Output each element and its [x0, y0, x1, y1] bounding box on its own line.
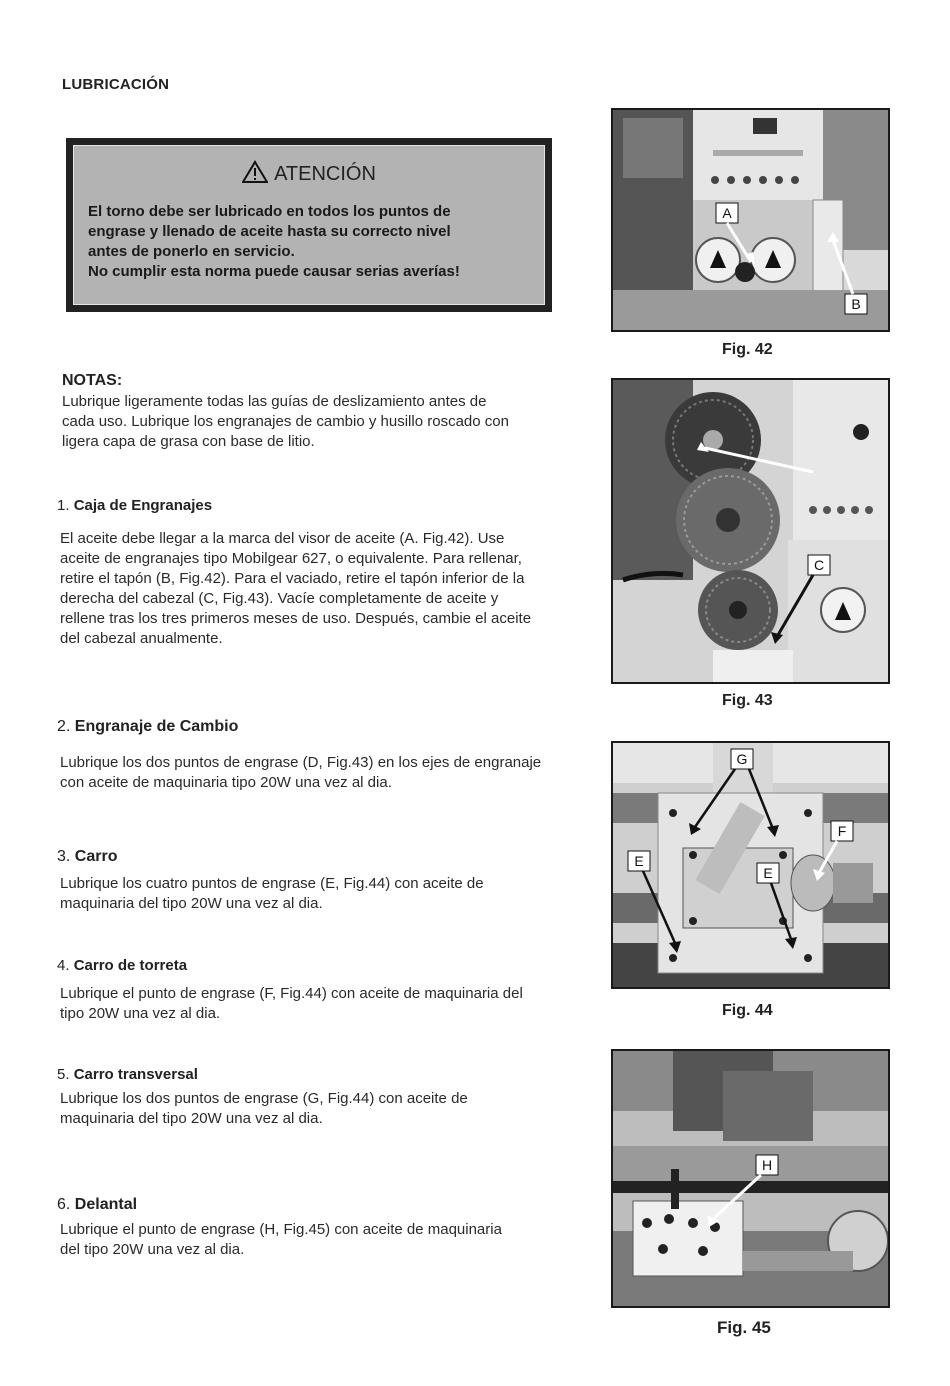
- section-title: Engranaje de Cambio: [74, 718, 239, 735]
- notes-line: Lubrique ligeramente todas las guías de deslizamiento antes de: [62, 393, 487, 410]
- section-line: Lubrique el punto de engrase (H, Fig.45) con aceite de maquinaria: [60, 1221, 502, 1238]
- warning-triangle-icon: [242, 160, 268, 184]
- figure-label: B: [851, 296, 861, 312]
- section-line: derecha del cabezal (C, Fig.43). Vacíe completamente de aceite y: [60, 590, 499, 607]
- section-line: maquinaria del tipo 20W una vez al dia.: [60, 1110, 323, 1127]
- figure-44-caption: Fig. 44: [722, 1002, 773, 1019]
- figure-label: E: [634, 853, 644, 869]
- section-line: El aceite debe llegar a la marca del visor de aceite (A. Fig.42). Use: [60, 530, 505, 547]
- figure-label: G: [736, 751, 748, 767]
- section-number: 2.: [57, 718, 71, 735]
- section-title: Carro: [74, 848, 118, 865]
- section-line: tipo 20W una vez al dia.: [60, 1005, 221, 1022]
- warning-box: [66, 138, 552, 312]
- section-text-5: [60, 1089, 468, 1129]
- figure-label: A: [722, 205, 732, 221]
- section-title: Delantal: [74, 1196, 138, 1213]
- section-heading-5: [57, 1066, 198, 1083]
- warning-line: No cumplir esta norma puede causar serias averías!: [88, 263, 460, 280]
- notes-text: [62, 392, 509, 452]
- section-text-4: [60, 984, 523, 1024]
- section-text-3: [60, 874, 484, 914]
- section-title: Carro transversal: [73, 1066, 198, 1083]
- notes-heading: NOTAS:: [62, 372, 123, 389]
- section-number: 1.: [57, 497, 70, 514]
- figure-label: E: [763, 865, 773, 881]
- page-title: LUBRICACIÓN: [62, 76, 170, 93]
- section-heading-6: [57, 1196, 137, 1214]
- warning-text: [88, 202, 548, 282]
- figure-43-photo: [611, 378, 890, 684]
- section-number: 3.: [57, 848, 71, 865]
- figure-label: H: [761, 1157, 773, 1173]
- section-number: 4.: [57, 957, 70, 974]
- figure-44-photo: [611, 741, 890, 989]
- figure-label: F: [837, 823, 847, 839]
- section-line: Lubrique los cuatro puntos de engrase (E, Fig.44) con aceite de: [60, 875, 484, 892]
- figure-45-caption: Fig. 45: [717, 1318, 771, 1337]
- section-title: Carro de torreta: [73, 957, 188, 974]
- figure-label: C: [813, 557, 825, 573]
- section-heading-2: [57, 718, 238, 736]
- figure-45-photo: [611, 1049, 890, 1308]
- section-line: retire el tapón (B, Fig.42). Para el vaciado, retire el tapón inferior de la: [60, 570, 525, 587]
- section-text-1: [60, 529, 531, 649]
- figure-42-caption: Fig. 42: [722, 341, 773, 358]
- warning-line: El torno debe ser lubricado en todos los puntos de: [88, 203, 451, 220]
- section-number: 6.: [57, 1196, 71, 1213]
- section-line: aceite de engranajes tipo Mobilgear 627, o equivalente. Para rellenar,: [60, 550, 522, 567]
- warning-line: antes de ponerlo en servicio.: [88, 243, 295, 260]
- section-number: 5.: [57, 1066, 70, 1083]
- section-line: del tipo 20W una vez al dia.: [60, 1241, 245, 1258]
- notes-line: ligera capa de grasa con base de litio.: [62, 433, 315, 450]
- section-title: Caja de Engranajes: [73, 497, 213, 514]
- warning-heading: [74, 160, 544, 186]
- warning-line: engrase y llenado de aceite hasta su correcto nivel: [88, 223, 451, 240]
- section-line: con aceite de maquinaria tipo 20W una vez al dia.: [60, 774, 392, 791]
- warning-heading-text: ATENCIÓN: [274, 163, 376, 185]
- section-line: del cabezal anualmente.: [60, 630, 223, 647]
- section-heading-3: [57, 848, 117, 866]
- section-line: Lubrique los dos puntos de engrase (D, Fig.43) en los ejes de engranaje: [60, 754, 542, 771]
- section-heading-4: [57, 957, 187, 974]
- section-line: rellene tras los tres primeros meses de uso. Después, cambie el aceite: [60, 610, 532, 627]
- section-line: Lubrique los dos puntos de engrase (G, Fig.44) con aceite de: [60, 1090, 468, 1107]
- figure-42-photo: [611, 108, 890, 332]
- figure-43-caption: Fig. 43: [722, 692, 773, 709]
- notes-line: cada uso. Lubrique los engranajes de cambio y husillo roscado con: [62, 413, 509, 430]
- section-text-2: [60, 753, 541, 793]
- section-text-6: [60, 1220, 502, 1260]
- section-line: Lubrique el punto de engrase (F, Fig.44) con aceite de maquinaria del: [60, 985, 523, 1002]
- section-line: maquinaria del tipo 20W una vez al dia.: [60, 895, 323, 912]
- section-heading-1: [57, 497, 212, 514]
